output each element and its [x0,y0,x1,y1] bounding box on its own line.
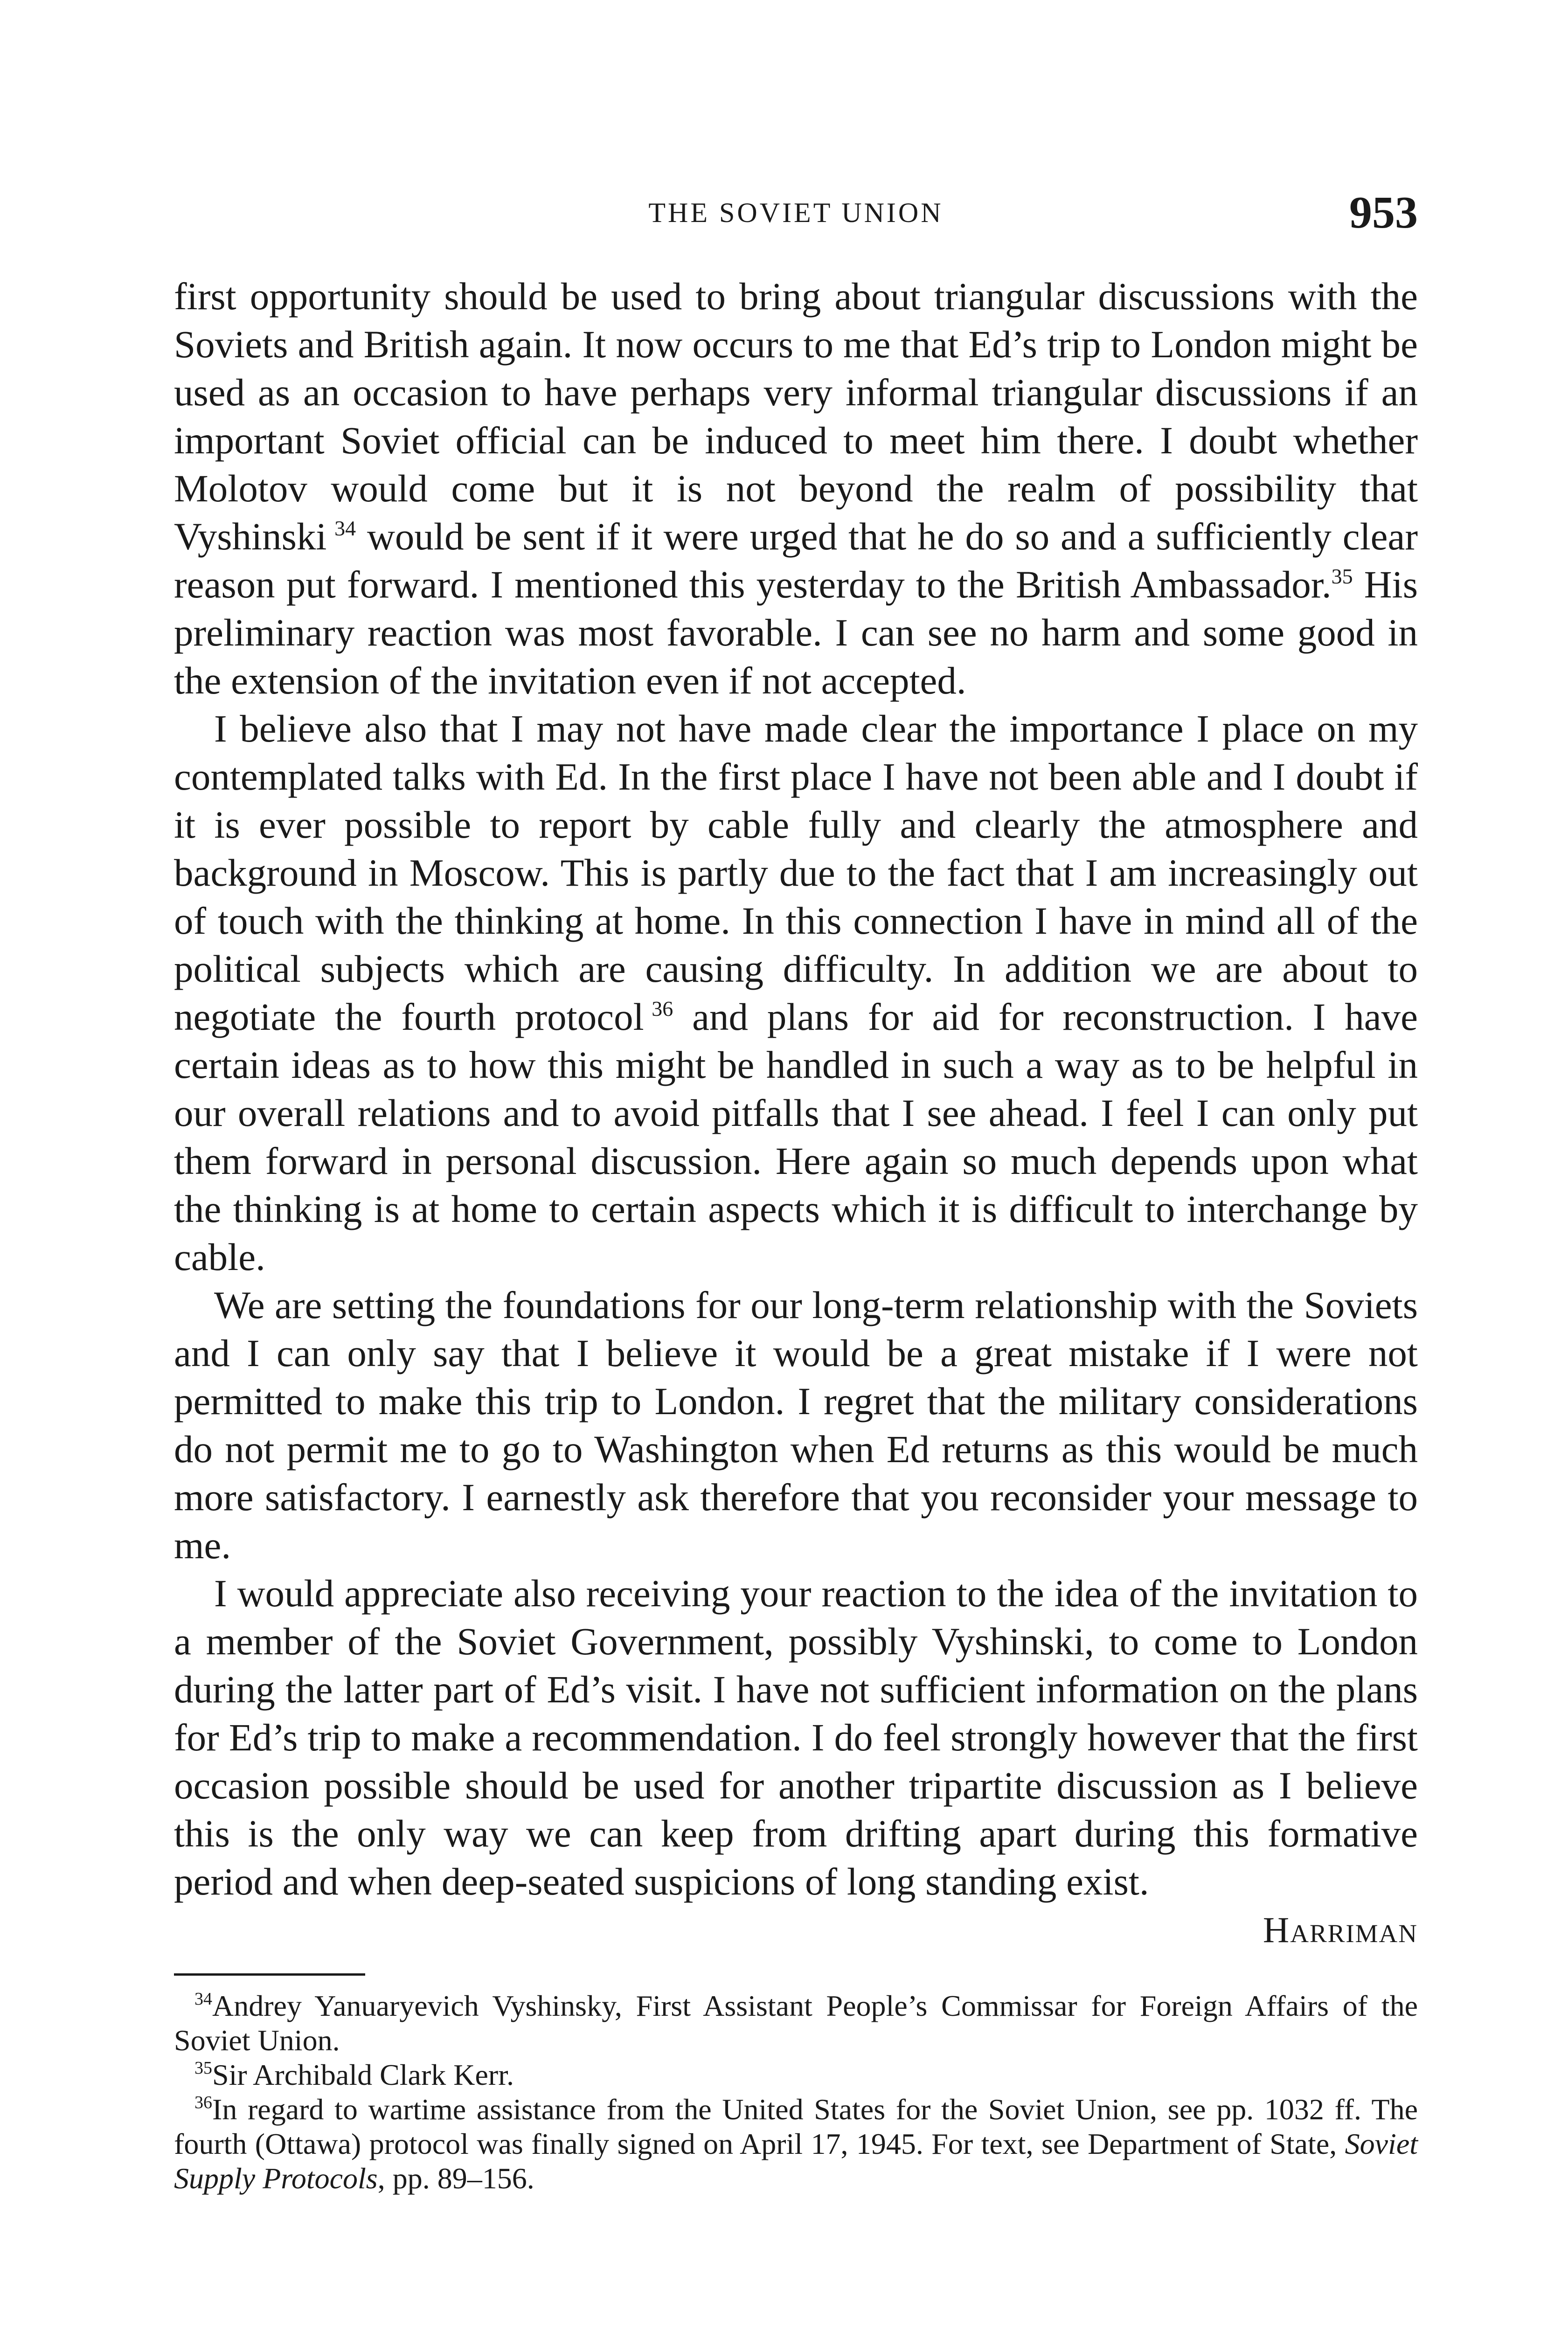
paragraph-1-text-b: would be sent if it were urged that he do so and a sufficiently clear reason put forward. I mentioned this yesterday to the British Ambassador. [174,515,1418,606]
footnote-text: , pp. 89–156. [377,2162,534,2195]
footnote-rule [174,1973,365,1976]
footnote-35 [174,2058,1418,2092]
running-head [174,187,1418,243]
body-text [174,272,1418,1906]
paragraph-1-text-a: first opportunity should be used to bring about triangular discussions with the Soviets and British again. It now occurs to me that Ed’s trip to London might be used as an occasion to have perhaps very informal triangular discussions if an important Soviet official can be induced to meet him there. I doubt whether Molotov would come but it is not beyond the realm of possibility that Vyshinski [174,275,1418,558]
paragraph-2-text-a: I believe also that I may not have made clear the importance I place on my contemplated talks with Ed. In the first place I have not been able and I doubt if it is ever possible to report by cable fully and clearly the atmosphere and background in Moscow. This is partly due to the fact that I am increasingly out of touch with the thinking at home. In this connection I have in mind all of the political subjects which are causing difficulty. In addition we are about to negotiate the fourth protocol [174,707,1418,1038]
footnote-text: Andrey Yanuaryevich Vyshinsky, First Assistant People’s Commissar for Foreign Affairs of the Soviet Union. [174,1989,1418,2057]
footnote-number: 36 [194,2093,212,2112]
paragraph-1-text-c: His preliminary reaction was most favorable. I can see no harm and some good in the extension of the invitation even if not accepted. [174,563,1418,702]
paragraph-2-text-b: and plans for aid for reconstruction. I have certain ideas as to how this might be handled in such a way as to be helpful in our overall relations and to avoid pitfalls that I see ahead. I feel I can only put them forward in personal discussion. Here again so much depends upon what the thinking is at home to certain aspects which it is difficult to interchange by cable. [174,995,1418,1278]
footnote-34 [174,1989,1418,2058]
footnote-number: 35 [194,2058,212,2078]
footnote-number: 34 [194,1989,212,2009]
signature: Harriman [1263,1909,1418,1950]
footnotes [174,1989,1418,2196]
page-number: 953 [1349,187,1418,238]
running-title: THE SOVIET UNION [648,197,944,228]
footnote-ref-34: 34 [334,516,356,540]
footnote-36 [174,2092,1418,2196]
footnote-ref-36: 36 [652,997,673,1020]
footnote-ref-35: 35 [1331,564,1353,588]
footnote-cited-title: Soviet Supply Protocols [174,2127,1418,2195]
paragraph-1 [174,272,1418,705]
paragraph-2 [174,705,1418,1281]
paragraph-3: We are setting the foundations for our long-term relationship with the Soviets and I can only say that I believe it would be a great mistake if I were not permitted to make this trip to London. I regret that the military considerations do not permit me to go to Washington when Ed returns as this would be much more satisfactory. I earnestly ask therefore that you reconsider your message to me. [174,1284,1418,1567]
paragraph-4: I would appreciate also receiving your reaction to the idea of the invitation to a member of the Soviet Government, possibly Vyshinski, to come to London during the latter part of Ed’s visit. I have not sufficient information on the plans for Ed’s trip to make a recommendation. I do feel strongly however that the first occasion possible should be used for another tripartite discussion as I believe this is the only way we can keep from drifting apart during this formative period and when deep-seated suspicions of long standing exist. [174,1572,1418,1903]
document-page [174,187,1418,2196]
footnote-text: Sir Archibald Clark Kerr. [212,2058,514,2091]
footnote-text: In regard to wartime assistance from the United States for the Soviet Union, see pp. 1032 ff. The fourth (Ottawa) protocol was finally signed on April 17, 1945. For text, see Department of State, [174,2093,1418,2160]
